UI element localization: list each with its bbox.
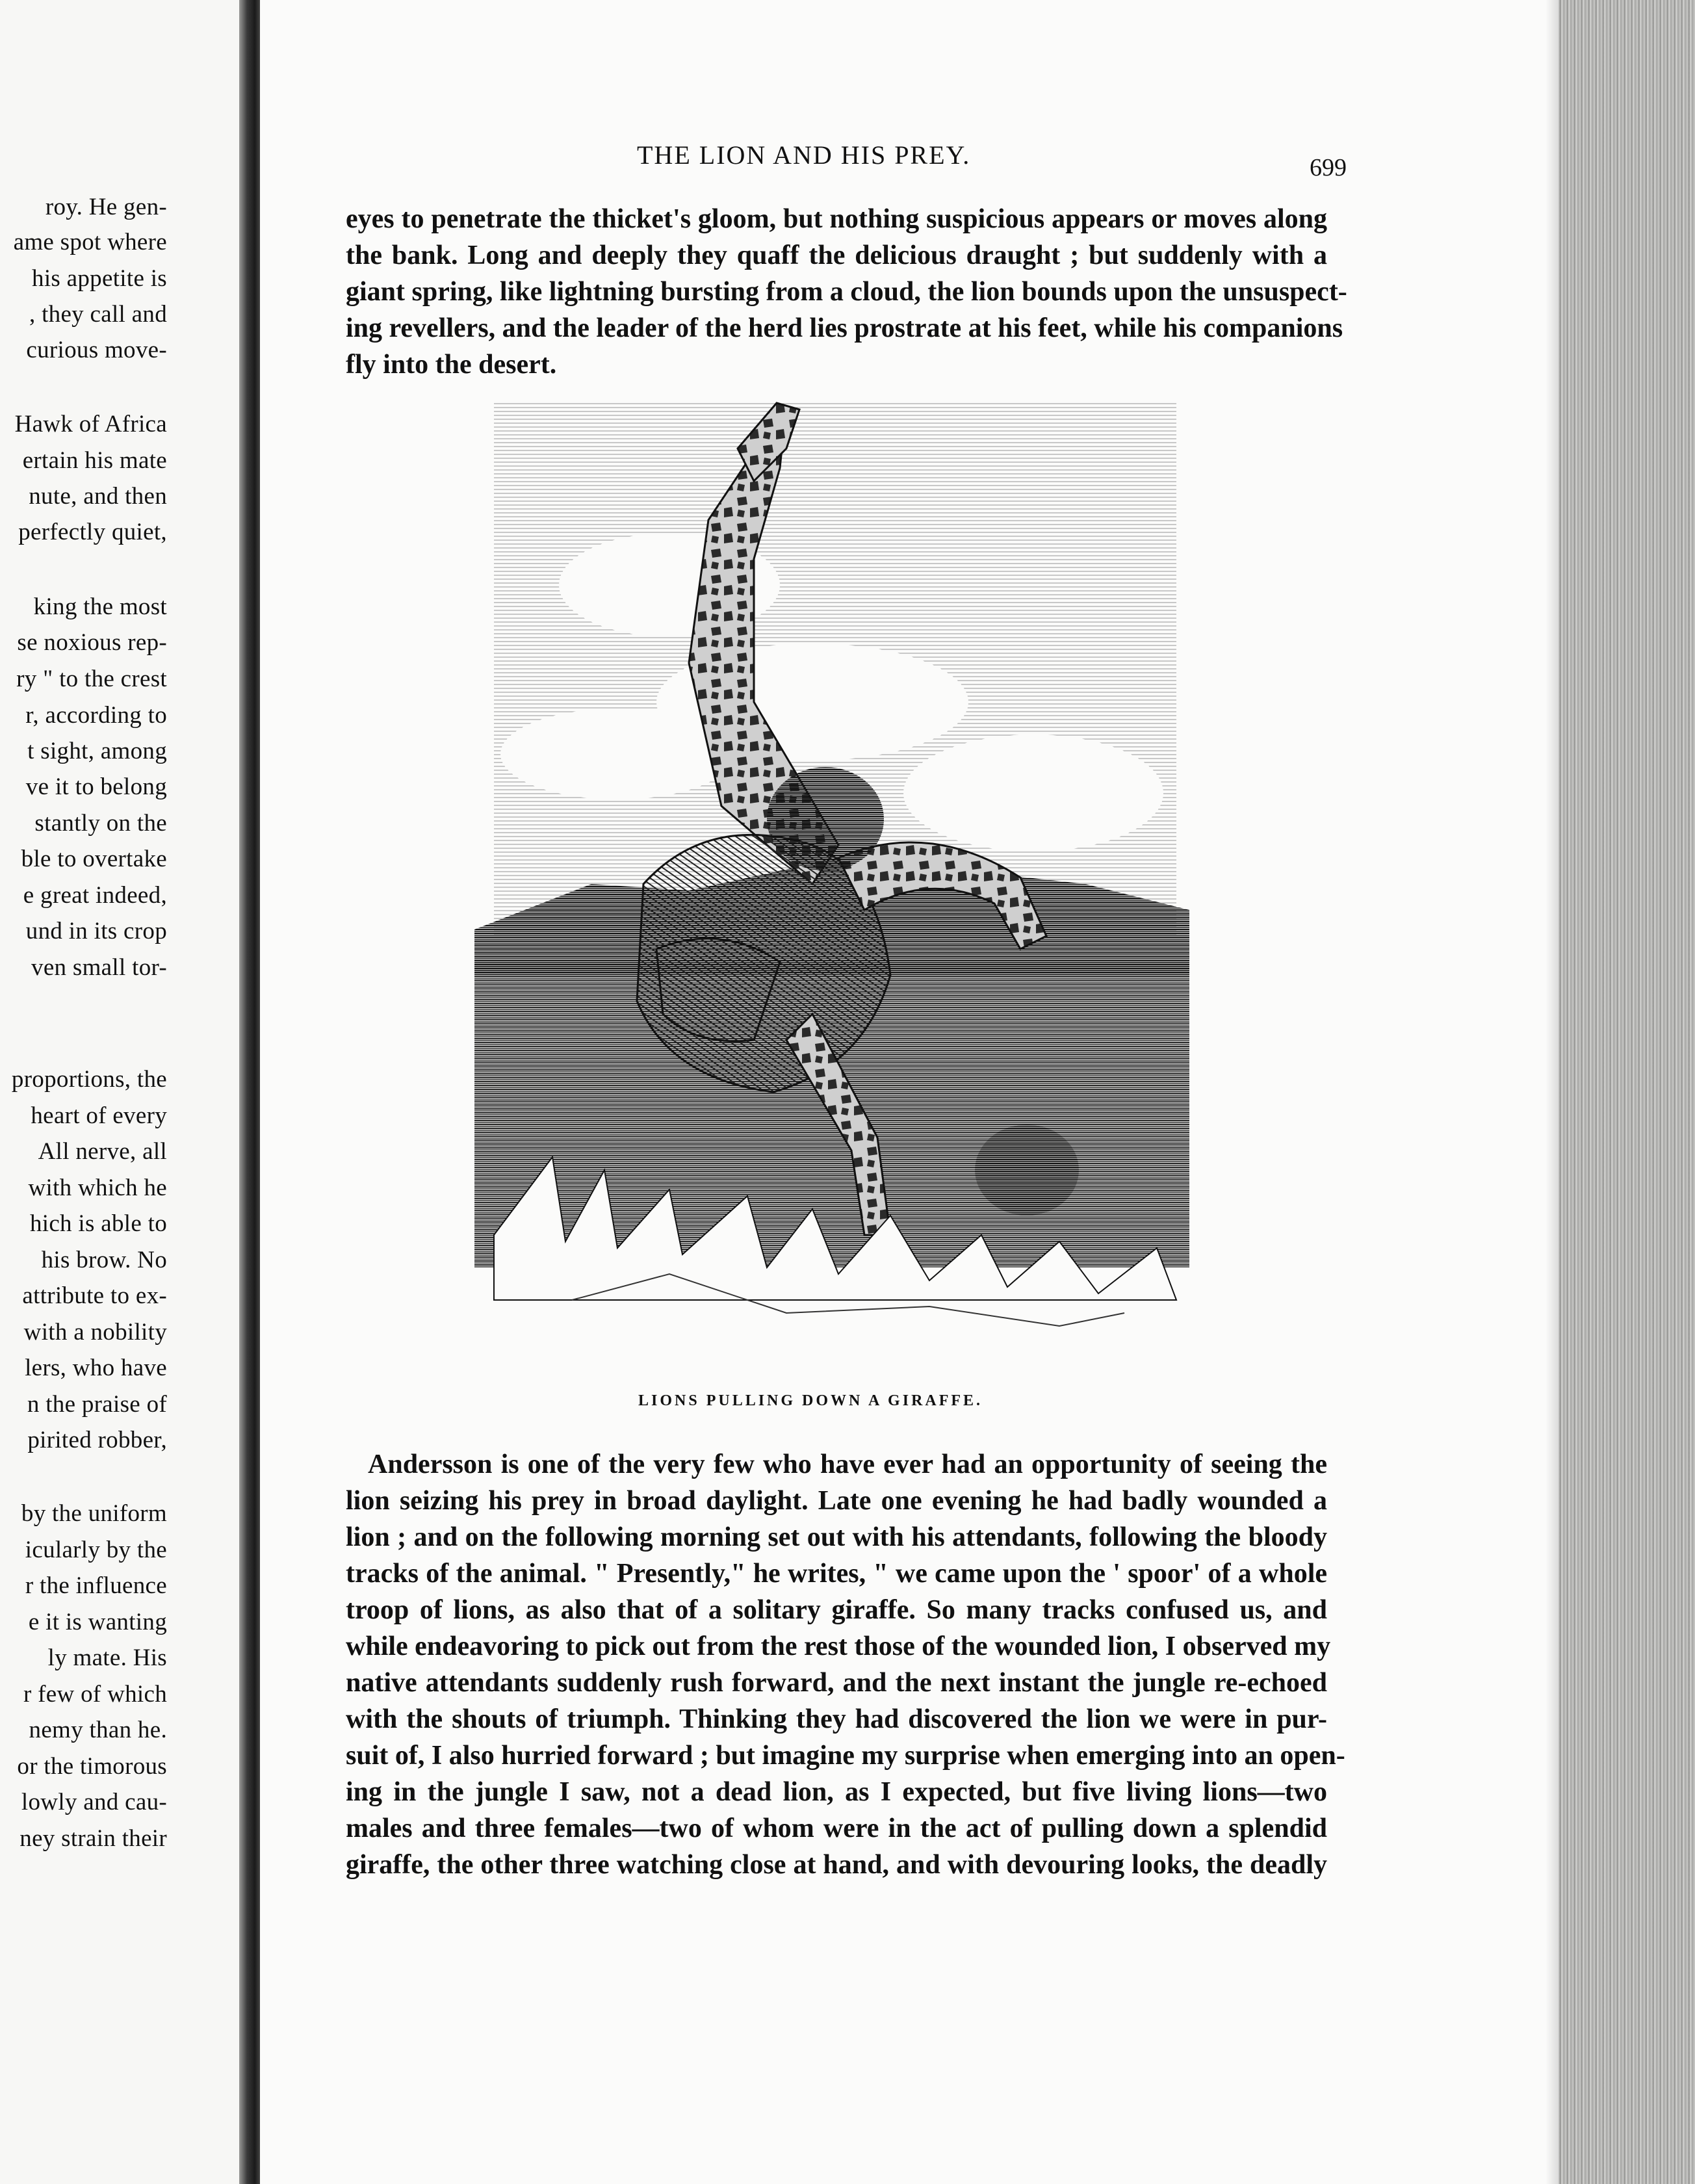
- body-text-line: males and three females—two of whom were in the act of pulling down a splendid: [346, 1814, 1327, 1843]
- left-page-line: proportions, the: [11, 1066, 167, 1093]
- left-page-line: und in its crop: [25, 918, 167, 944]
- left-page-line: king the most: [33, 593, 167, 620]
- left-page-line: hich is able to: [29, 1210, 167, 1237]
- body-text-line: eyes to penetrate the thicket's gloom, but nothing suspicious appears or moves along: [346, 204, 1327, 234]
- body-text-line: ing revellers, and the leader of the herd lies prostrate at his feet, while his companions: [346, 313, 1343, 343]
- left-page-line: his appetite is: [32, 265, 167, 292]
- left-page-line: ame spot where: [13, 229, 167, 255]
- body-text-line: lion ; and on the following morning set out with his attendants, following the bloody: [346, 1522, 1327, 1552]
- left-page-line: icularly by the: [25, 1537, 167, 1563]
- left-page-line: lers, who have: [25, 1355, 167, 1381]
- left-page-line: r, according to: [25, 702, 167, 729]
- left-page-line: All nerve, all: [38, 1138, 167, 1165]
- body-text-line: suit of, I also hurried forward ; but imagine my surprise when emerging into an open-: [346, 1741, 1345, 1771]
- left-page-line: heart of every: [31, 1102, 167, 1129]
- left-page-line: se noxious rep-: [17, 629, 167, 656]
- body-text-line: giraffe, the other three watching close at hand, and with devouring looks, the deadly: [346, 1850, 1327, 1880]
- page-number: 699: [1310, 154, 1347, 181]
- left-page-line: r the influence: [25, 1572, 167, 1599]
- left-page-line: Hawk of Africa: [14, 411, 167, 437]
- left-page-line: attribute to ex-: [22, 1282, 167, 1309]
- left-page-line: r few of which: [23, 1681, 167, 1708]
- body-text-line: troop of lions, as also that of a solitary giraffe. So many tracks confused us, and: [346, 1595, 1327, 1625]
- left-page-line: stantly on the: [34, 810, 167, 837]
- left-page-line: ven small tor-: [31, 954, 167, 981]
- lions-giraffe-engraving: [474, 390, 1196, 1362]
- left-page-line: ve it to belong: [25, 774, 167, 800]
- body-text-line: while endeavoring to pick out from the rest those of the wounded lion, I observed my: [346, 1632, 1331, 1661]
- left-page-line: nemy than he.: [29, 1717, 167, 1743]
- left-page-line: ry " to the crest: [16, 666, 167, 692]
- left-page-line: lowly and cau-: [21, 1789, 167, 1815]
- left-page-line: roy. He gen-: [45, 194, 167, 220]
- left-page-line: e great indeed,: [23, 882, 167, 909]
- left-page-line: pirited robber,: [27, 1427, 167, 1453]
- left-page-line: his brow. No: [41, 1247, 167, 1273]
- body-text-line: Andersson is one of the very few who have ever had an opportunity of seeing the: [368, 1450, 1327, 1479]
- running-head: THE LION AND HIS PREY.: [637, 140, 971, 170]
- left-page: [0, 0, 244, 2184]
- body-text-line: giant spring, like lightning bursting from a cloud, the lion bounds upon the unsuspect-: [346, 277, 1347, 307]
- left-page-line: nute, and then: [29, 483, 167, 510]
- body-text-line: with the shouts of triumph. Thinking they had discovered the lion we were in pur-: [346, 1704, 1327, 1734]
- body-text-line: ing in the jungle I saw, not a dead lion, as I expected, but five living lions—two: [346, 1777, 1327, 1807]
- left-page-line: with which he: [28, 1175, 167, 1201]
- left-page-line: ble to overtake: [21, 846, 167, 872]
- left-page-line: ly mate. His: [47, 1644, 167, 1671]
- body-text-line: the bank. Long and deeply they quaff the delicious draught ; but suddenly with a: [346, 240, 1327, 270]
- left-page-line: e it is wanting: [28, 1609, 167, 1635]
- body-text-line: fly into the desert.: [346, 350, 557, 380]
- left-page-line: perfectly quiet,: [18, 519, 167, 545]
- left-page-line: with a nobility: [23, 1319, 167, 1346]
- body-text-line: tracks of the animal. " Presently," he writes, " we came upon the ' spoor' of a whole: [346, 1559, 1327, 1589]
- left-page-line: by the uniform: [21, 1500, 167, 1527]
- left-page-line: ney strain their: [19, 1825, 167, 1852]
- left-page-line: t sight, among: [27, 738, 167, 764]
- left-page-line: , they call and: [29, 301, 167, 328]
- left-page-line: curious move-: [26, 337, 167, 363]
- page-edges: [1559, 0, 1695, 2184]
- left-page-line: or the timorous: [17, 1753, 167, 1780]
- figure-caption: LIONS PULLING DOWN A GIRAFFE.: [638, 1392, 983, 1409]
- engraving-illustration: [474, 390, 1196, 1362]
- left-page-line: ertain his mate: [22, 447, 167, 474]
- left-page-line: n the praise of: [27, 1391, 167, 1418]
- body-text-line: native attendants suddenly rush forward, and the next instant the jungle re-echoed: [346, 1668, 1327, 1698]
- body-text-line: lion seizing his prey in broad daylight. Late one evening he had badly wounded a: [346, 1486, 1327, 1516]
